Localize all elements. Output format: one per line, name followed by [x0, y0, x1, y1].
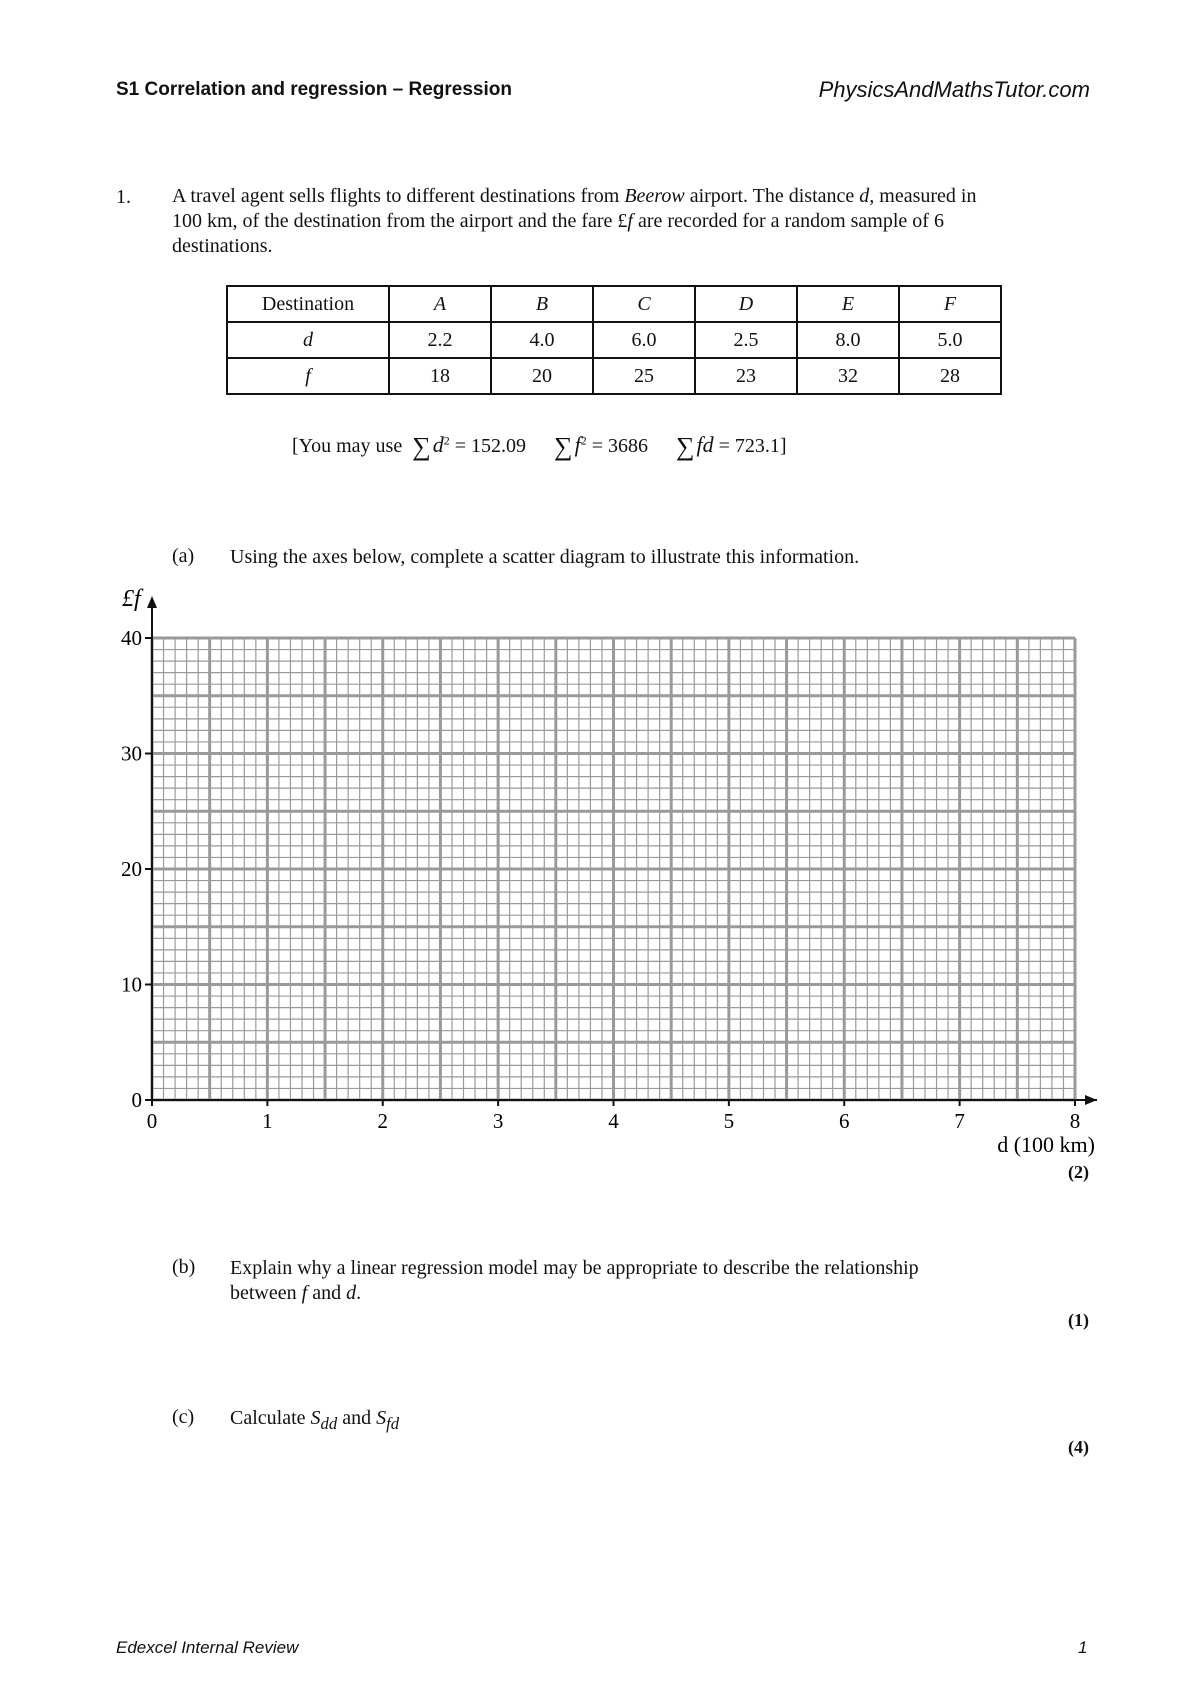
x-axis-label: d (100 km)	[997, 1132, 1095, 1157]
x-tick-label: 1	[262, 1109, 273, 1133]
table-cell: 4.0	[491, 322, 593, 358]
table-cell: 6.0	[593, 322, 695, 358]
table-row-label: d	[227, 322, 389, 358]
table-header-cell: C	[593, 286, 695, 322]
table-cell: 5.0	[899, 322, 1001, 358]
y-tick-label: 10	[121, 972, 142, 997]
table-header-cell: E	[797, 286, 899, 322]
y-axis-arrow	[147, 596, 157, 608]
part-b-marks: (1)	[1068, 1310, 1089, 1330]
header-title: S1 Correlation and regression – Regression	[116, 79, 512, 100]
table-header-cell: A	[389, 286, 491, 322]
table-cell: 20	[491, 358, 593, 394]
table-cell: 8.0	[797, 322, 899, 358]
y-tick-label: 0	[131, 1088, 142, 1112]
table-row-label: f	[227, 358, 389, 394]
x-tick-label: 4	[608, 1109, 619, 1133]
question-intro: A travel agent sells flights to different destinations from Beerow airport. The distance d, measured in 100 km, of the destination from the airport and the fare £f are recorded for a random sample of 6 destinations.	[172, 185, 977, 257]
part-b-label: (b)	[172, 1256, 196, 1278]
question-number: 1.	[116, 186, 131, 208]
y-tick-label: 20	[121, 857, 142, 881]
y-tick-label: 40	[121, 626, 142, 650]
table-header-cell: F	[899, 286, 1001, 322]
y-axis-label: £f	[122, 586, 141, 612]
table-cell: 28	[899, 358, 1001, 394]
sigma-symbol: ∑	[675, 432, 695, 461]
y-tick-label: 30	[121, 741, 142, 766]
table-cell: 25	[593, 358, 695, 394]
table-cell: 2.2	[389, 322, 491, 358]
x-tick-label: 3	[492, 1109, 504, 1133]
table-header-cell: B	[491, 286, 593, 322]
footer-source: Edexcel Internal Review	[116, 1638, 299, 1657]
x-axis-arrow	[1085, 1095, 1097, 1105]
sigma-symbol: ∑	[554, 432, 573, 461]
x-tick-label: 6	[839, 1109, 850, 1133]
page-number: 1	[1078, 1638, 1088, 1657]
table-header-label: Destination	[227, 286, 389, 322]
part-c-text: Calculate $S_{dd}$ and $S_{fd}$	[230, 1407, 400, 1433]
part-b-text: Explain why a linear regression model may be appropriate to describe the relationship between f and d.	[230, 1257, 919, 1304]
table-cell: 32	[797, 358, 899, 394]
part-c-marks: (4)	[1068, 1437, 1089, 1457]
table-cell: 2.5	[695, 322, 797, 358]
table-cell: 18	[389, 358, 491, 394]
x-tick-label: 2	[377, 1109, 388, 1133]
header-site-name: PhysicsAndMathsTutor.com	[818, 77, 1090, 102]
x-tick-label: 5	[723, 1109, 735, 1133]
x-tick-label: 0	[146, 1109, 158, 1133]
part-a-text: Using the axes below, complete a scatter diagram to illustrate this information.	[230, 546, 860, 568]
part-a-label: (a)	[172, 545, 195, 567]
part-a-marks: (2)	[1068, 1162, 1089, 1182]
summation-hint: [You may use $\sum d^2 = 152.09$ $\sum f^2 = 3686$ ∑fd = 723.1]	[292, 432, 787, 461]
x-tick-label: 7	[954, 1109, 965, 1133]
sigma-symbol: ∑	[412, 432, 431, 461]
part-c-label: (c)	[172, 1406, 195, 1428]
x-tick-label: 8	[1069, 1109, 1081, 1133]
table-cell: 23	[695, 358, 797, 394]
table-header-cell: D	[695, 286, 797, 322]
airport-name: Beerow	[624, 185, 685, 207]
